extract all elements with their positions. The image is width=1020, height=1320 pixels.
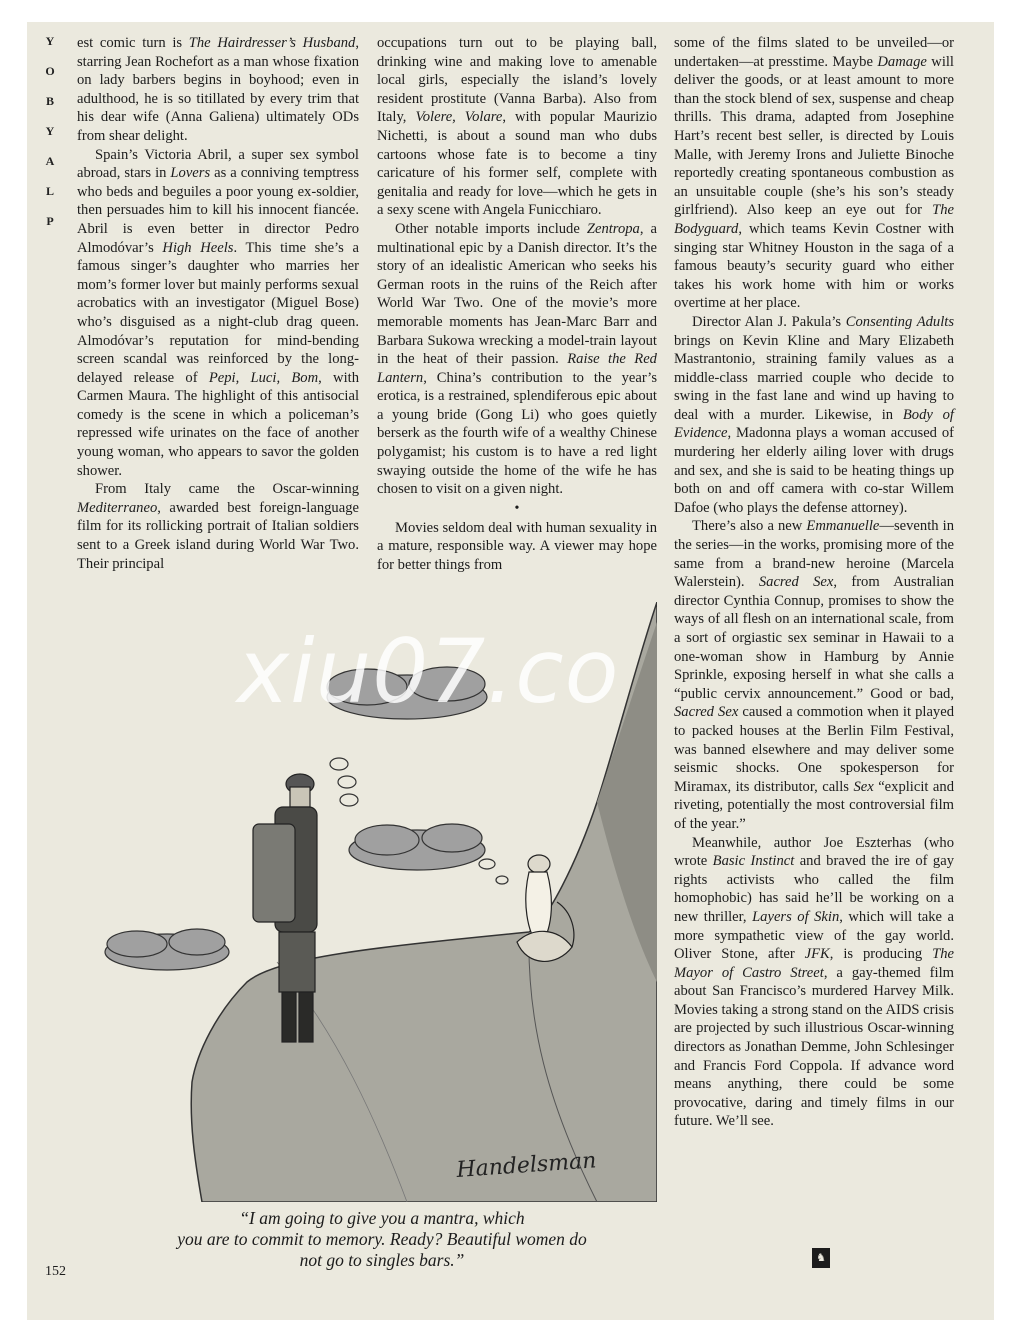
paragraph: Other notable imports include Zentropa, a multinational epic by a Danish director. It’s the story of an idealistic American who seeks his German roots in the ruins of the Reich after World War Two. One of the movie’s more memorable moments has Jean-Marc Barr and Barbara Sukowa wrecking a model-train layout in the heat of their passion. Raise the Red Lantern, China’s contribution to the year’s erotica, is a restrained, splendiferous epic about a young bride (Gong Li) who goes quietly berserk as the fourth wife of a wealthy Chinese polygamist; his custom is to have a red light swaying outside the home of the wife he has chosen to visit on a given night. xyxy=(377,220,657,498)
paragraph: From Italy came the Oscar-winning Mediterraneo, awarded best foreign-language film for its rollicking portrait of Italian soldiers sent to a Greek island during World War Two. Their principal xyxy=(77,481,359,572)
masthead-vertical xyxy=(43,34,57,244)
article-column-3 xyxy=(674,34,954,1131)
page-number: 152 xyxy=(45,1264,66,1279)
masthead-letter: Y xyxy=(45,124,55,138)
masthead-letter: L xyxy=(45,184,54,198)
masthead-letter: Y xyxy=(45,34,55,48)
paragraph: Spain’s Victoria Abril, a super sex symbol abroad, stars in Lovers as a conniving temptress who beds and beguiles a poor young ex-soldier, then persuades him to kill his innocent fiancée. Abril is even better in director Pedro Almodóvar’s High Heels. This time she’s a famous singer’s daughter who marries her mom’s former lover but mainly performs sexual acrobatics with an investigator (Miguel Bose) who’s disguised as a night-club drag queen. Almodóvar’s reputation for mind-bending screen scandal was reinforced by the long-delayed release of Pepi, Luci, Bom, with Carmen Maura. The highlight of this antisocial comedy is the scene in which a policeman’s repressed wife urinates on the face of another young woman, who appears to savor the golden shower. xyxy=(77,146,359,479)
caption-line: not go to singles bars.” xyxy=(299,1250,465,1270)
masthead-letter: P xyxy=(46,214,54,228)
thought-cloud-left xyxy=(105,929,229,970)
article-column-2 xyxy=(377,34,657,575)
article-column-1 xyxy=(77,34,359,573)
caption-line: you are to commit to memory. Ready? Beautiful women do xyxy=(177,1229,587,1249)
magazine-page xyxy=(27,22,994,1320)
paragraph: est comic turn is The Hairdresser’s Husband, starring Jean Rochefort as a man whose fixation on lady barbers begins in boyhood; even in adulthood, he is so titillated by every trim that his dear wife (Anna Galiena) ultimately ODs from shear delight. xyxy=(77,35,359,144)
end-mark-icon: ♞ xyxy=(812,1248,830,1268)
caption-line: “I am going to give you a mantra, which xyxy=(239,1208,525,1228)
masthead-letter: O xyxy=(45,64,55,78)
artist-signature: Handelsman xyxy=(455,1148,598,1183)
paragraph: Meanwhile, author Joe Eszterhas (who wrote Basic Instinct and braved the ire of gay rights activists who called the film homophobic) has said he’ll be working on a new thriller, Layers of Skin, which will take a more sympathetic view of the gay world. Oliver Stone, after JFK, is producing The Mayor of Castro Street, a gay-themed film about San Francisco’s murdered Harvey Milk. Movies taking a strong stand on the AIDS crisis are projected by such illustrious Oscar-winning directors as Jonathan Demme, John Schlesinger and Francis Ford Coppola. If advance word means anything, there could be some provocative, daring and timely films in our future. We’ll see. xyxy=(674,834,954,1130)
masthead-letter: B xyxy=(45,94,54,108)
paragraph: There’s also a new Emmanuelle—seventh in the series—in the works, promising more of the same from a brand-new heroine (Marcela Walerstein). Sacred Sex, from Australian director Cynthia Connup, promises to show the ways of all flesh on an international scale, from a sort of orgiastic sex seminar in Hawaii to a one-woman show in Hamburg by Annie Sprinkle, exposing herself in what she calls a “public cervix announcement.” Good or bad, Sacred Sex caused a commotion when it played to packed houses at the Berlin Film Festival, was banned elsewhere and may deliver some seismic shocks. One spokesperson for Miramax, its distributor, calls Sex “explicit and riveting, potentially the most controversial film of the year.” xyxy=(674,518,955,832)
paragraph: some of the films slated to be unveiled—or undertaken—at presstime. Maybe Damage will deliver the goods, or at least amount to more than the stock blend of sex, suspense and cheap thrills. This drama, adapted from Josephine Hart’s recent best seller, is directed by Louis Malle, with Jeremy Irons and Juliette Binoche reportedly creating spontaneous combustion as an unsuitable couple (she’s his son’s steady girlfriend). Also keep an eye out for The Bodyguard, which teams Kevin Costner with singing star Whitney Houston in the saga of a famous beauty’s security guard who either takes his work home with him or works overtime at her place. xyxy=(674,35,954,312)
thought-cloud-middle xyxy=(349,824,485,870)
cartoon-caption xyxy=(122,1208,642,1271)
paragraph: Director Alan J. Pakula’s Consenting Adults brings on Kevin Kline and Mary Elizabeth Mastrantonio, straining family values as a middle-class married couple who decide to swing in the fast lane and wind up having to deal with a murder. Likewise, in Body of Evidence, Madonna plays a woman accused of murdering her elderly ailing lover with drugs and sex, and she is said to be heating things up both on and off camera with co-star Willem Dafoe (who plays the defense attorney). xyxy=(674,313,955,516)
watermark-text: xiu07.co xyxy=(237,620,620,723)
section-bullet: • xyxy=(514,500,520,516)
paragraph: Movies seldom deal with human sexuality in a mature, responsible way. A viewer may hope for better things from xyxy=(377,519,657,574)
paragraph: occupations turn out to be playing ball, drinking wine and making love to amenable local girls, especially the island’s lovely resident prostitute (Vanna Barba). Also from Italy, Volere, Volare, with popular Maurizio Nichetti, is about a sound man who dubs cartoons whose fate is to become a tiny caricature of his former self, complete with genitalia and ready for love—which he gets in a sexy scene with Angela Funicchiaro. xyxy=(377,35,657,219)
masthead-letter: A xyxy=(45,154,55,168)
